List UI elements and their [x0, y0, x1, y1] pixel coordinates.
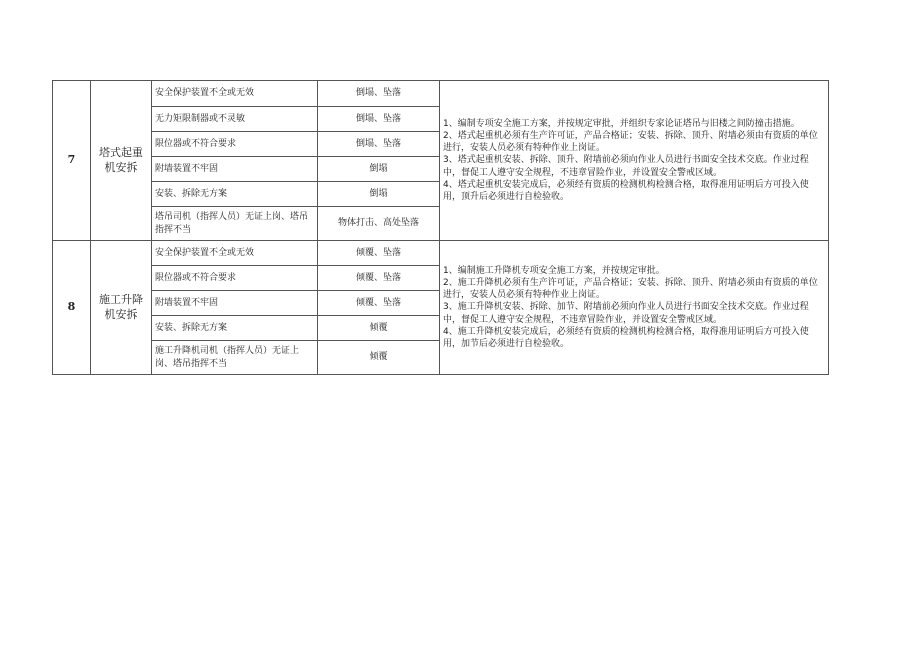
hazard-source: 安装、拆除无方案	[152, 182, 318, 207]
control-measures	[440, 81, 829, 241]
accident-type: 倾覆、坠落	[318, 241, 440, 266]
measure-item: 3、塔式起重机安装、拆除、顶升、附墙前必须向作业人员进行书面安全技术交底。作业过程中，督促工人遵守安全规程，不违章冒险作业，并设置安全警戒区域。	[443, 155, 809, 178]
accident-type: 倒塌	[318, 182, 440, 207]
hazard-source: 安装、拆除无方案	[152, 316, 318, 341]
row-number: 8	[53, 241, 91, 375]
hazard-source: 塔吊司机（指挥人员）无证上岗、塔吊指挥不当	[152, 207, 318, 241]
accident-type: 倒塌、坠落	[318, 81, 440, 107]
table-row	[53, 81, 829, 107]
accident-type: 倾覆	[318, 341, 440, 375]
hazard-source: 安全保护装置不全或无效	[152, 81, 318, 107]
accident-type: 倾覆、坠落	[318, 266, 440, 291]
table-row	[53, 241, 829, 266]
project-name: 施工升降机安拆	[91, 241, 152, 375]
hazard-table	[52, 80, 829, 375]
hazard-source: 限位器或不符合要求	[152, 266, 318, 291]
measure-item: 2、施工升降机必须有生产许可证，产品合格证；安装、拆除、顶升、附墙必须由有资质的单位进行，安装人员必须有特种作业上岗证。	[443, 278, 818, 301]
hazard-source: 附墙装置不牢固	[152, 291, 318, 316]
accident-type: 倒塌、坠落	[318, 107, 440, 132]
accident-type: 倒塌	[318, 157, 440, 182]
measure-item: 1、编制施工升降机专项安全施工方案，并按规定审批。	[443, 266, 665, 276]
measure-item: 3、施工升降机安装、拆除、加节、附墙前必须向作业人员进行书面安全技术交底。作业过程中，督促工人遵守安全规程，不违章冒险作业，并设置安全警戒区域。	[443, 302, 809, 325]
accident-type: 倒塌、坠落	[318, 132, 440, 157]
hazard-source: 安全保护装置不全或无效	[152, 241, 318, 266]
accident-type: 倾覆、坠落	[318, 291, 440, 316]
project-name: 塔式起重机安拆	[91, 81, 152, 241]
hazard-source: 限位器或不符合要求	[152, 132, 318, 157]
control-measures	[440, 241, 829, 375]
hazard-source: 附墙装置不牢固	[152, 157, 318, 182]
measure-item: 2、塔式起重机必须有生产许可证，产品合格证；安装、拆除、顶升、附墙必须由有资质的单位进行，安装人员必须有特种作业上岗证。	[443, 131, 818, 154]
row-number: 7	[53, 81, 91, 241]
measure-item: 4、施工升降机安装完成后，必须经有资质的检测机构检测合格，取得准用证明后方可投入使用，加节后必须进行自检验收。	[443, 326, 809, 349]
measure-item: 1、编制专项安全施工方案，并按规定审批，并组织专家论证塔吊与旧楼之间防撞击措施。	[443, 119, 800, 129]
measure-item: 4、塔式起重机安装完成后，必须经有资质的检测机构检测合格，取得准用证明后方可投入使用，顶升后必须进行自检验收。	[443, 179, 809, 202]
hazard-source: 无力矩限制器或不灵敏	[152, 107, 318, 132]
accident-type: 物体打击、高处坠落	[318, 207, 440, 241]
accident-type: 倾覆	[318, 316, 440, 341]
hazard-source: 施工升降机司机（指挥人员）无证上岗、塔吊指挥不当	[152, 341, 318, 375]
